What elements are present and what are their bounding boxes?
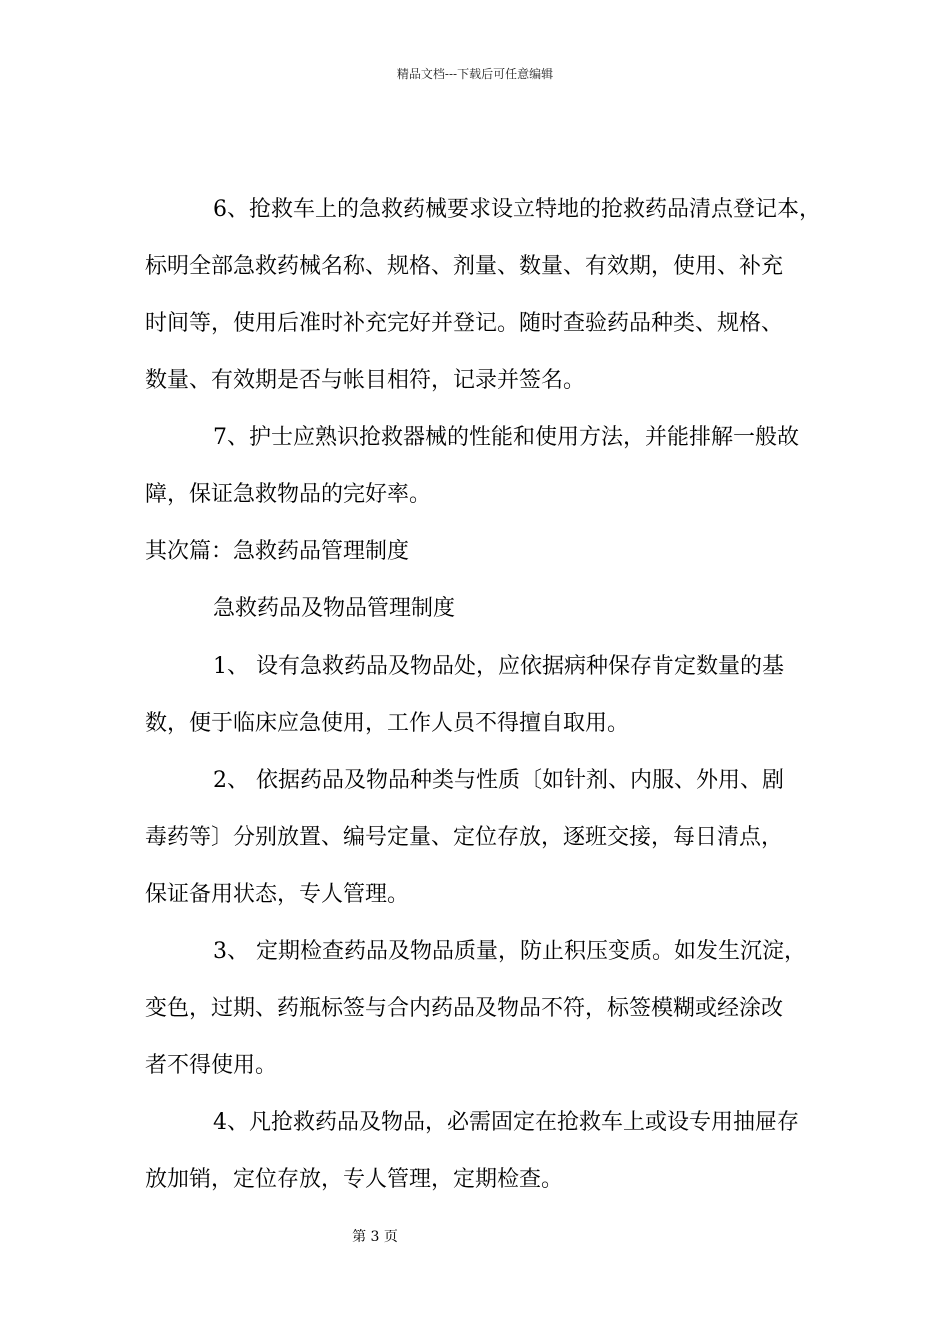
paragraph-line: 毒药等〕分别放置、编号定量、定位存放，逐班交接，每日清点， bbox=[145, 825, 784, 850]
paragraph-line: 放加销，定位存放，专人管理，定期检查。 bbox=[145, 1167, 564, 1192]
paragraph-line: 7、护士应熟识抢救器械的性能和使用方法，并能排解一般故 bbox=[213, 425, 799, 450]
paragraph-line: 保证备用状态，专人管理。 bbox=[145, 882, 410, 907]
paragraph-line: 6、抢救车上的急救药械要求设立特地的抢救药品清点登记本， bbox=[213, 197, 821, 222]
paragraph-line: 标明全部急救药械名称、规格、剂量、数量、有效期，使用、补充 bbox=[145, 254, 784, 279]
paragraph-line: 变色，过期、药瓶标签与合内药品及物品不符，标签模糊或经涂改 bbox=[145, 996, 784, 1021]
paragraph-line: 数，便于临床应急使用，工作人员不得擅自取用。 bbox=[145, 711, 630, 736]
page-number: 第 3 页 bbox=[352, 1229, 398, 1245]
paragraph-line: 障，保证急救物品的完好率。 bbox=[145, 482, 432, 507]
paragraph-line: 4、凡抢救药品及物品，必需固定在抢救车上或设专用抽屉存 bbox=[213, 1110, 799, 1135]
paragraph-line: 者不得使用。 bbox=[145, 1053, 278, 1078]
subsection-title: 急救药品及物品管理制度 bbox=[213, 596, 456, 621]
paragraph-line: 时间等，使用后准时补充完好并登记。随时查验药品种类、规格、 bbox=[145, 311, 784, 336]
page-header: 精品文档---下载后可任意编辑 bbox=[396, 67, 554, 81]
paragraph-line: 3、 定期检查药品及物品质量，防止积压变质。如发生沉淀， bbox=[213, 939, 806, 964]
paragraph-line: 1、 设有急救药品及物品处，应依据病种保存肯定数量的基 bbox=[213, 654, 784, 679]
paragraph-line: 数量、有效期是否与帐目相符，记录并签名。 bbox=[145, 368, 586, 393]
paragraph-line: 2、 依据药品及物品种类与性质〔如针剂、内服、外用、剧 bbox=[213, 768, 784, 793]
section-heading: 其次篇：急救药品管理制度 bbox=[145, 539, 410, 564]
